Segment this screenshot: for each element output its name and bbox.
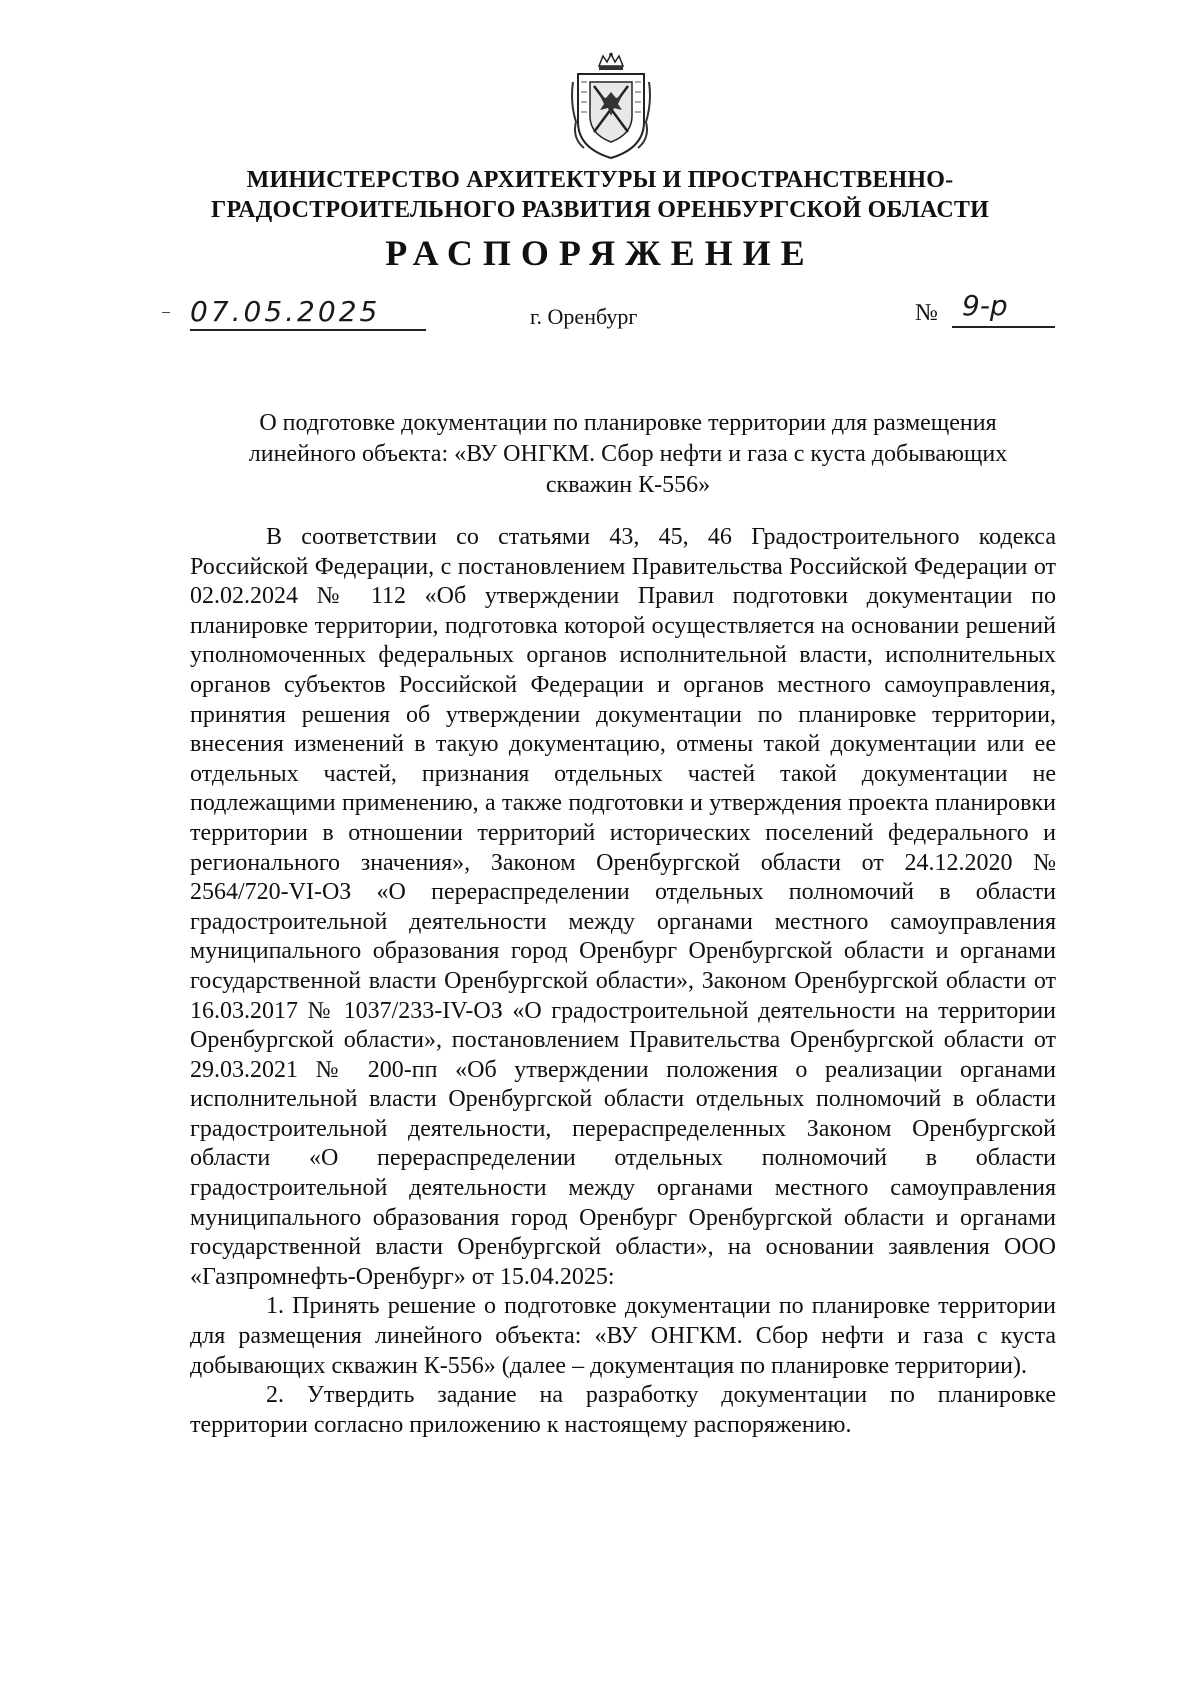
preamble-paragraph: В соответствии со статьями 43, 45, 46 Градостроительного кодекса Российской Федерации, с постановлением Правительства Российской Федерации от 02.02.2024 № 112 «Об утверждении Правил подготовки документации по планировке территории, подготовка которой осуществляется на основании решений уполномоченных федеральных органов исполнительной власти, исполнительных органов субъектов Российской Федерации и органов местного самоуправления, принятия решения об утверждении документации по планировке территории, внесения изменений в такую документацию, отмены такой документации или ее отдельных частей, признания отдельных частей такой документации не подлежащими применению, а также подготовки и утверждения проекта планировки территории в отношении территорий исторических поселений федерального и регионального значения», Законом Оренбургской области от 24.12.2020 № 2564/720-VI-ОЗ «О перераспределении отдельных полномочий в области градостроительной деятельности между органами местного самоуправления муниципального образования город Оренбург Оренбургской области и органами государственной власти Оренбургской области», Законом Оренбургской области от 16.03.2017 № 1037/233-IV-ОЗ «О градостроительной деятельности на территории Оренбургской области», постановлением Правительства Оренбургской области от 29.03.2021 № 200-пп «Об утверждении положения о реализации органами исполнительной власти Оренбургской области отдельных полномочий в области градостроительной деятельности, перераспределенных Законом Оренбургской области «О перераспределении отдельных полномочий в области градостроительной деятельности между органами местного самоуправления муниципального образования город Оренбург Оренбургской области и органами государственной власти Оренбургской области», на основании заявления ООО «Газпромнефть-Оренбург» от 15.04.2025: <box>190 524 1056 1290</box>
document-type-title: РАСПОРЯЖЕНИЕ <box>385 233 815 273</box>
document-city: г. Оренбург <box>530 304 638 329</box>
document-subject <box>198 408 1058 501</box>
subject-line-3: скважин К-556» <box>545 472 711 498</box>
subject-line-1: О подготовке документации по планировке территории для размещения <box>259 410 997 436</box>
number-underline <box>952 326 1055 328</box>
document-number-label: № <box>915 300 938 326</box>
coat-of-arms-icon <box>570 52 652 160</box>
subject-line-2: линейного объекта: «ВУ ОНГКМ. Сбор нефти и газа с куста добывающих <box>248 441 1008 467</box>
ministry-name <box>150 165 1050 225</box>
ministry-name-line-1: МИНИСТЕРСТВО АРХИТЕКТУРЫ И ПРОСТРАНСТВЕННО- <box>246 167 954 193</box>
document-number: 9-р <box>962 289 1008 322</box>
date-underline <box>190 329 426 331</box>
ministry-name-line-2: ГРАДОСТРОИТЕЛЬНОГО РАЗВИТИЯ ОРЕНБУРГСКОЙ ОБЛАСТИ <box>211 197 989 223</box>
document-date: 07.05.2025 <box>190 295 381 328</box>
margin-mark <box>162 312 170 313</box>
item-1-paragraph: 1. Принять решение о подготовке документации по планировке территории для размещения линейного объекта: «ВУ ОНГКМ. Сбор нефти и газа с куста добывающих скважин К-556» (далее – документация по планировке территории). <box>190 1293 1056 1379</box>
item-2-paragraph: 2. Утвердить задание на разработку документации по планировке территории согласно приложению к настоящему распоряжению. <box>190 1382 1056 1438</box>
document-body <box>190 523 1056 1440</box>
